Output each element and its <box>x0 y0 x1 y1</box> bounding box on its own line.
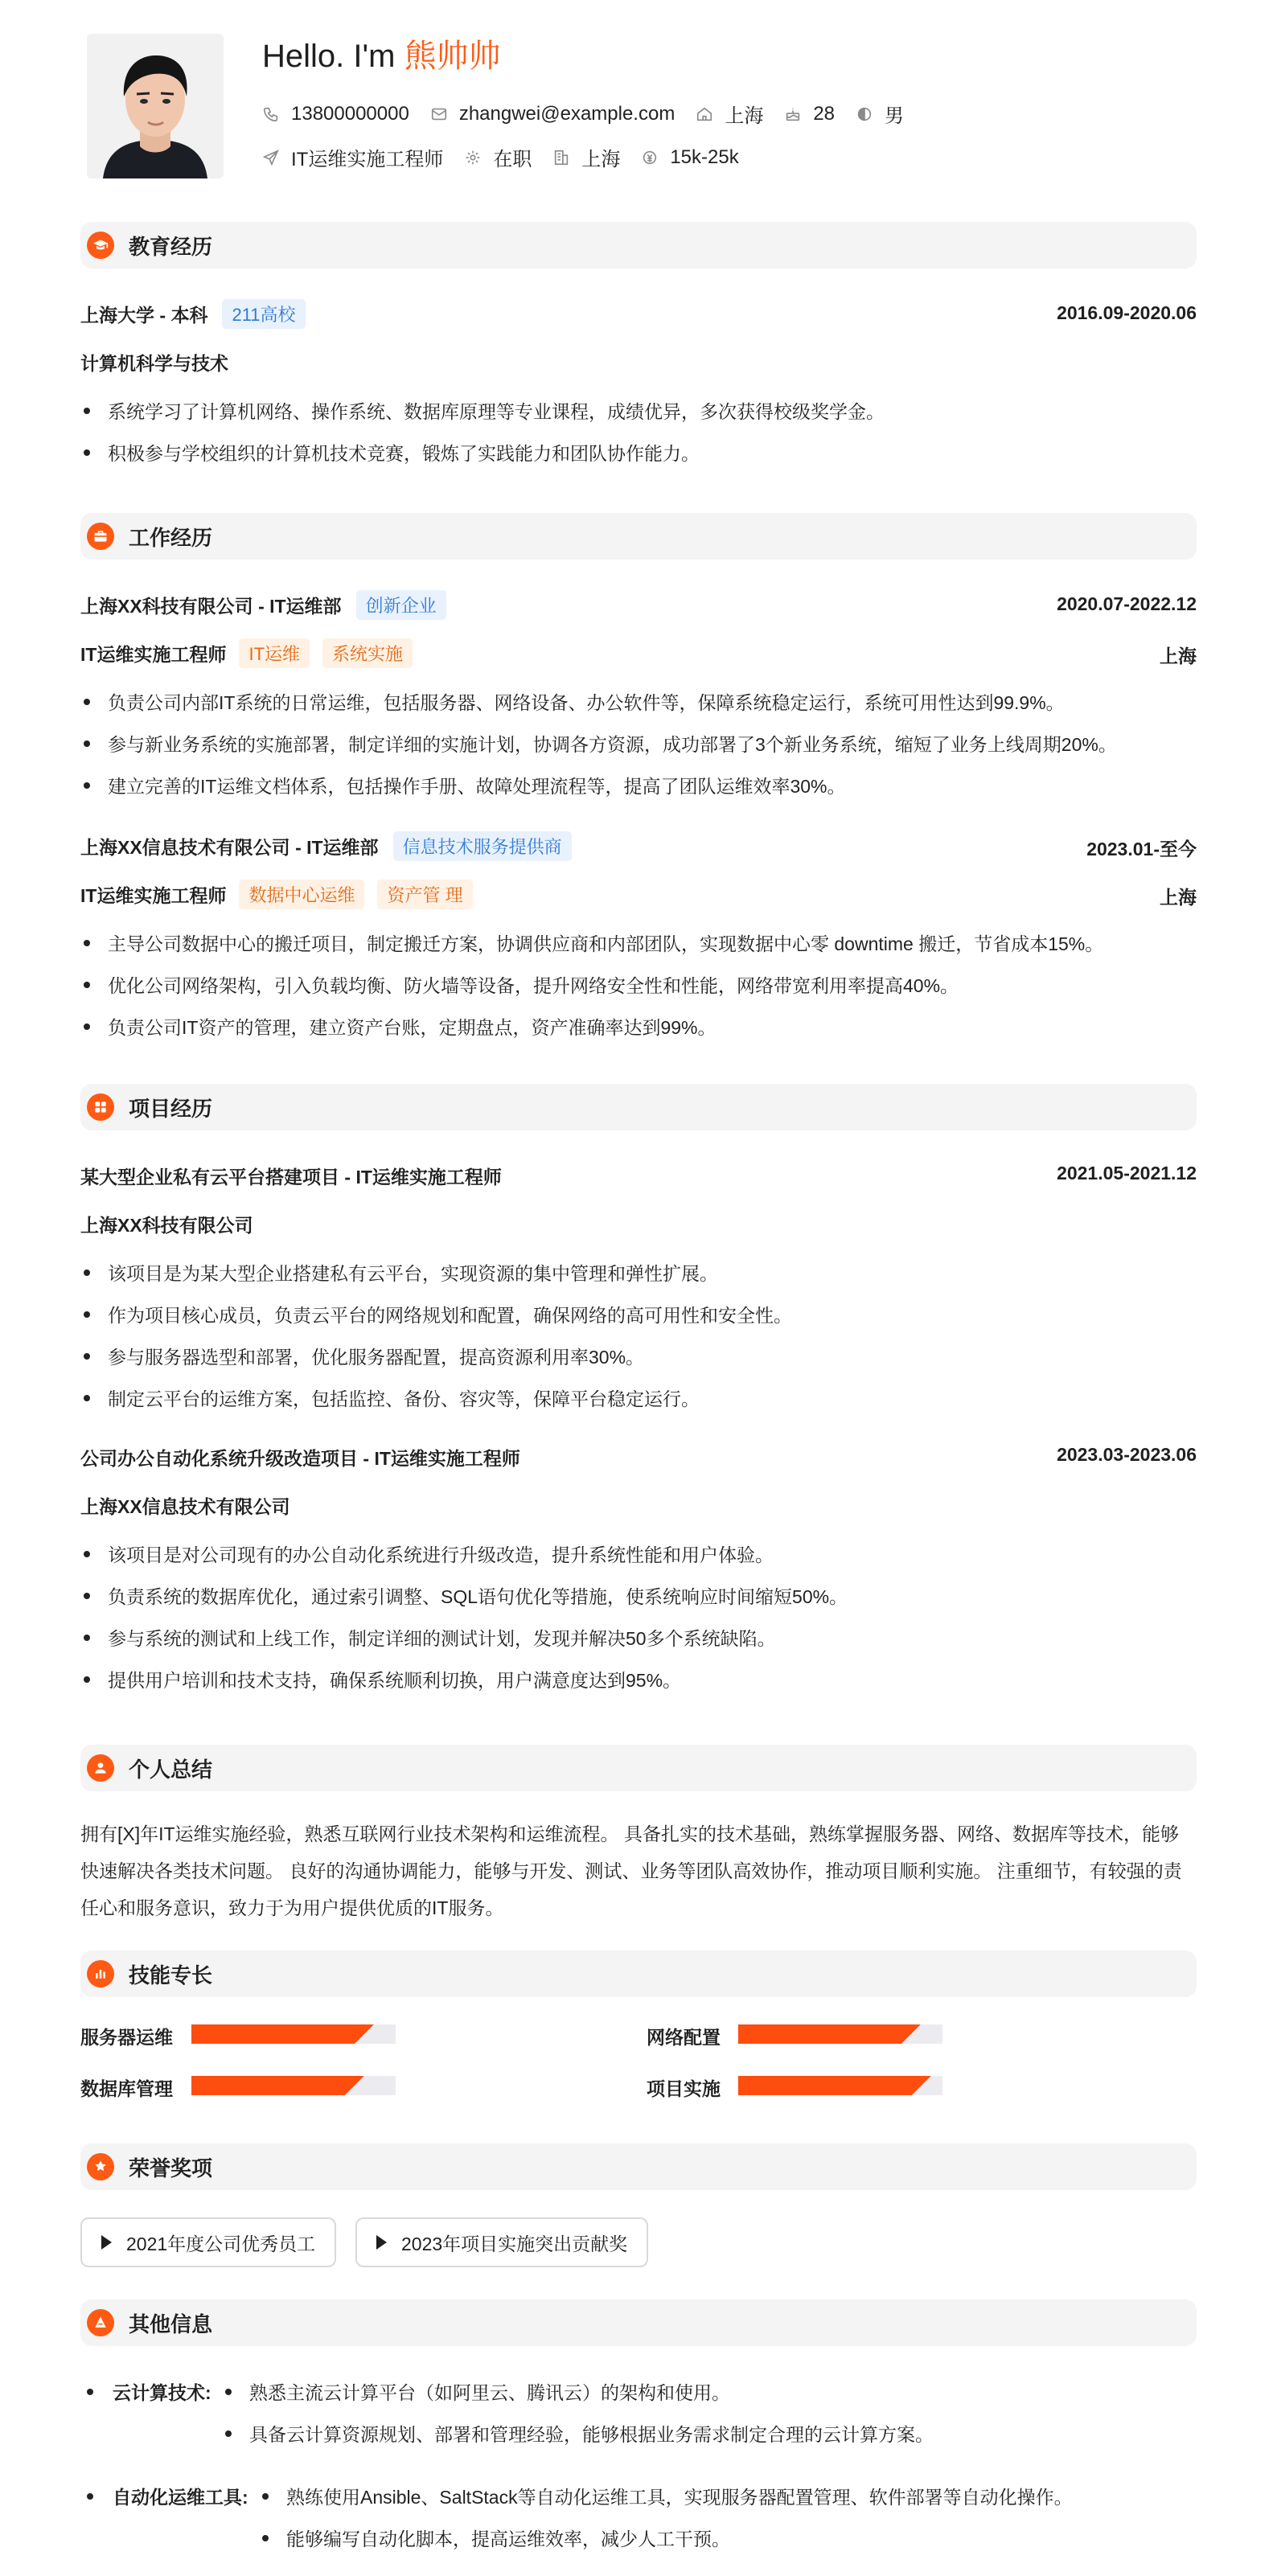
phone-icon <box>262 105 280 123</box>
section-summary <box>80 1745 1197 1791</box>
home-icon <box>696 105 713 123</box>
skill-bar-fill <box>738 2024 901 2044</box>
status-icon <box>464 149 482 166</box>
summary-text: 拥有[X]年IT运维实施经验，熟悉互联网行业技术架构和运维流程。 具备扎实的技术基础，熟练掌握服务器、网络、数据库等技术，能够快速解决各类技术问题。 良好的沟通协调能力，能够与开发、测试、业务等团队高效协作，推动项目顺利实施。 注重细节，有较强的责任心和服务意识，致力于为用户提供优质的IT服务。 <box>80 1823 1182 1918</box>
email-item <box>430 103 675 125</box>
salary-icon <box>641 149 659 166</box>
section-projects <box>80 1084 1197 1130</box>
other-value: 熟悉主流云计算平台（如阿里云、腾讯云）的架构和使用。 <box>225 2378 730 2405</box>
skill-label: 网络配置 <box>647 2027 721 2048</box>
section-title: 教育经历 <box>129 234 213 259</box>
resume-page <box>80 0 1197 2576</box>
work-location: 上海 <box>1160 646 1197 667</box>
play-icon <box>376 2235 387 2250</box>
skill-bar <box>191 2076 396 2095</box>
bar-chart-icon <box>87 1960 114 1987</box>
other-value: 具备云计算资源规划、部署和管理经验，能够根据业务需求制定合理的云计算方案。 <box>225 2420 934 2447</box>
contact-row <box>262 100 925 128</box>
age-item <box>784 103 835 125</box>
section-other <box>80 2299 1197 2346</box>
section-title: 其他信息 <box>129 2311 213 2336</box>
send-icon <box>262 149 280 166</box>
section-title: 个人总结 <box>129 1757 213 1782</box>
play-icon <box>101 2235 112 2250</box>
person-icon <box>87 1754 114 1782</box>
major-title: 计算机科学与技术 <box>80 353 228 374</box>
resume-header <box>80 0 1197 201</box>
school-name: 上海大学 - 本科 <box>80 305 208 326</box>
company-title <box>80 590 446 620</box>
building-icon <box>552 149 570 166</box>
work-location: 上海 <box>1160 887 1197 908</box>
salary-item <box>641 146 738 169</box>
work-date: 2020.07-2022.12 <box>1057 593 1197 614</box>
list-item: 主导公司数据中心的搬迁项目，制定搬迁方案，协调供应商和内部团队，实现数据中心零 downtime 搬迁，节省成本15%。 <box>80 929 1103 956</box>
list-item: 提供用户培训和技术支持，确保系统顺利切换，用户满意度达到95%。 <box>80 1666 681 1692</box>
graduation-cap-icon <box>87 232 114 259</box>
gender-icon <box>856 105 873 123</box>
honor-text: 2023年项目实施突出贡献奖 <box>401 2233 628 2254</box>
list-item: 系统学习了计算机网络、操作系统、数据库原理等专业课程，成绩优异，多次获得校级奖学金。 <box>80 397 885 424</box>
list-item: 优化公司网络架构，引入负载均衡、防火墙等设备，提升网络安全性和性能，网络带宽利用率提高40%。 <box>80 971 959 998</box>
other-key: 云计算技术: <box>80 2378 211 2405</box>
candidate-name: 熊帅帅 <box>404 39 501 74</box>
role-tag: 系统实施 <box>322 638 413 668</box>
status-item <box>464 143 532 171</box>
avatar <box>87 34 224 178</box>
cake-icon <box>784 105 802 123</box>
list-item: 参与服务器选型和部署，优化服务器配置，提高资源利用率30%。 <box>80 1343 644 1369</box>
project-title: 公司办公自动化系统升级改造项目 - IT运维实施工程师 <box>80 1448 520 1469</box>
project-date: 2021.05-2021.12 <box>1057 1163 1197 1183</box>
section-skills <box>80 1950 1197 1997</box>
list-item: 制定云平台的运维方案，包括监控、备份、容灾等，保障平台稳定运行。 <box>80 1384 700 1411</box>
skill-bar <box>191 2024 396 2044</box>
skill-bar-fill <box>191 2024 355 2044</box>
target-city-text: 上海 <box>581 149 621 170</box>
list-item: 建立完善的IT运维文档体系，包括操作手册、故障处理流程等，提高了团队运维效率30%。 <box>80 772 845 798</box>
salary-text: 15k-25k <box>670 146 739 168</box>
honor-item <box>355 2217 648 2267</box>
greeting <box>262 31 501 76</box>
skill-bar-cap <box>345 2076 364 2095</box>
city-text: 上海 <box>725 105 764 127</box>
list-item: 负责系统的数据库优化，通过索引调整、SQL语句优化等措施，使系统响应时间缩短50%。 <box>80 1582 848 1609</box>
company-tag: 创新企业 <box>356 590 446 620</box>
role-tag: IT运维 <box>239 638 310 668</box>
list-item: 该项目是对公司现有的办公自动化系统进行升级改造，提升系统性能和用户体验。 <box>80 1540 774 1567</box>
honor-text: 2021年度公司优秀员工 <box>126 2233 316 2254</box>
other-value: 能够编写自动化脚本，提高运维效率，减少人工干预。 <box>262 2525 730 2551</box>
list-item: 参与系统的测试和上线工作，制定详细的测试计划，发现并解决50多个系统缺陷。 <box>80 1624 776 1651</box>
skill-bar-cap <box>912 2076 931 2095</box>
city-item <box>696 100 763 128</box>
list-item: 负责公司IT资产的管理，建立资产台账，定期盘点，资产准确率达到99%。 <box>80 1013 716 1040</box>
list-item: 作为项目核心成员，负责云平台的网络规划和配置，确保网络的高可用性和安全性。 <box>80 1301 792 1327</box>
gender-text: 男 <box>885 105 905 127</box>
project-company: 上海XX科技有限公司 <box>80 1215 253 1236</box>
company-name: 上海XX信息技术有限公司 - IT运维部 <box>80 837 379 858</box>
list-item: 积极参与学校组织的计算机技术竞赛，锻炼了实践能力和团队协作能力。 <box>80 439 700 466</box>
list-item: 负责公司内部IT系统的日常运维，包括服务器、网络设备、办公软件等，保障系统稳定运行，系统可用性达到99.9%。 <box>80 688 1065 715</box>
section-work <box>80 513 1197 560</box>
company-tag: 信息技术服务提供商 <box>393 831 572 861</box>
project-title: 某大型企业私有云平台搭建项目 - IT运维实施工程师 <box>80 1167 502 1188</box>
section-education <box>80 222 1197 269</box>
company-name: 上海XX科技有限公司 - IT运维部 <box>80 596 342 617</box>
role-tag: 数据中心运维 <box>239 880 364 909</box>
section-title: 技能专长 <box>129 1963 213 1987</box>
info-icon <box>87 2309 114 2336</box>
section-title: 工作经历 <box>129 525 213 550</box>
mail-icon <box>430 105 448 123</box>
skill-bar-cap <box>901 2024 921 2044</box>
school-tag: 211高校 <box>222 299 305 329</box>
list-item: 该项目是为某大型企业搭建私有云平台，实现资源的集中管理和弹性扩展。 <box>80 1259 718 1286</box>
role-name: IT运维实施工程师 <box>80 644 227 665</box>
job-intent-row <box>262 143 760 171</box>
honor-item <box>80 2217 336 2267</box>
position-text: IT运维实施工程师 <box>291 149 444 170</box>
phone-item <box>262 103 409 125</box>
skill-bar-cap <box>355 2024 374 2044</box>
award-icon <box>87 2153 114 2180</box>
grid-icon <box>87 1093 114 1121</box>
project-company: 上海XX信息技术有限公司 <box>80 1496 290 1517</box>
education-date: 2016.09-2020.06 <box>1057 302 1197 323</box>
age-text: 28 <box>813 102 836 125</box>
skill-label: 数据库管理 <box>80 2078 173 2099</box>
skill-bar-fill <box>738 2076 912 2095</box>
other-value: 熟练使用Ansible、SaltStack等自动化运维工具，实现服务器配置管理、软件部署等自动化操作。 <box>262 2483 1073 2509</box>
briefcase-icon <box>87 523 114 550</box>
role-tag: 资产管 理 <box>377 880 472 909</box>
list-item: 参与新业务系统的实施部署，制定详细的实施计划，协调各方资源，成功部署了3个新业务系统，缩短了业务上线周期20%。 <box>80 730 1117 757</box>
other-key: 自动化运维工具: <box>80 2483 248 2509</box>
role-name: IT运维实施工程师 <box>80 885 227 906</box>
role-title <box>80 880 473 909</box>
gender-item <box>856 100 904 128</box>
email-text: zhangwei@example.com <box>458 102 675 125</box>
greeting-text: Hello. I'm <box>262 39 404 74</box>
skill-bar <box>738 2024 942 2044</box>
work-date: 2023.01-至今 <box>1086 839 1197 859</box>
target-city-item <box>552 143 620 171</box>
skill-label: 项目实施 <box>647 2078 721 2099</box>
skill-bar <box>738 2076 942 2095</box>
status-text: 在职 <box>493 149 532 170</box>
project-date: 2023.03-2023.06 <box>1057 1444 1197 1465</box>
section-title: 荣誉奖项 <box>129 2156 213 2180</box>
position-item <box>262 143 443 171</box>
skill-bar-fill <box>191 2076 345 2095</box>
company-title <box>80 831 572 861</box>
skill-label: 服务器运维 <box>80 2027 173 2048</box>
section-title: 项目经历 <box>129 1096 213 1121</box>
school-title <box>80 299 306 329</box>
phone-text: 13800000000 <box>291 102 409 125</box>
role-title <box>80 638 413 668</box>
section-honors <box>80 2143 1197 2190</box>
